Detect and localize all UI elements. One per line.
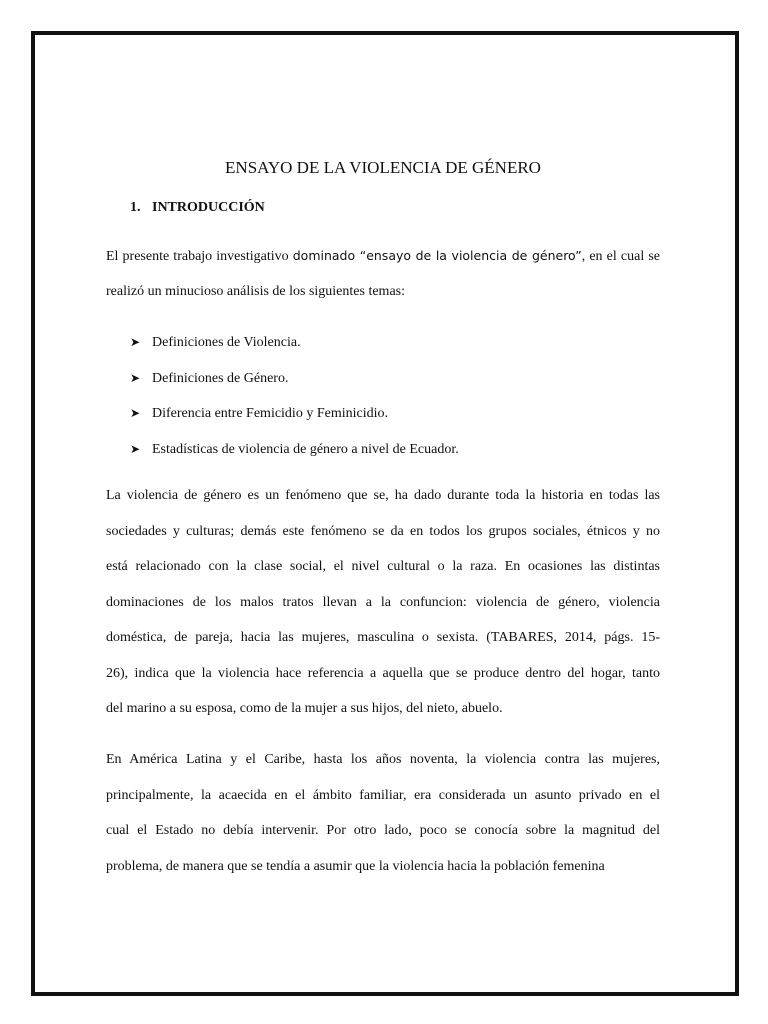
paragraph-line: En América Latina y el Caribe, hasta los años noventa, la violencia contra las mujeres, [106, 752, 660, 767]
intro-line-1 [106, 238, 660, 274]
topics-list [130, 325, 459, 467]
arrow-bullet-icon: ➤ [130, 370, 141, 385]
arrow-bullet-icon: ➤ [130, 441, 141, 456]
paragraph-3 [106, 742, 660, 884]
paragraph-line: doméstica, de pareja, hacia las mujeres, masculina o sexista. (TABARES, 2014, págs. 15- [106, 630, 660, 645]
list-item-text: Definiciones de Violencia. [152, 335, 301, 350]
intro-paragraph [106, 238, 660, 309]
list-item-text: Definiciones de Género. [152, 370, 289, 386]
document-title: ENSAYO DE LA VIOLENCIA DE GÉNERO [225, 158, 541, 177]
section-heading [130, 200, 265, 216]
intro-quoted-title: dominado “ensayo de la violencia de género” [292, 248, 582, 263]
paragraph-line: está relacionado con la clase social, el nivel cultural o la raza. En ocasiones las distintas [106, 559, 660, 574]
paragraph-line: dominaciones de los malos tratos llevan a la confuncion: violencia de género, violencia [106, 594, 660, 610]
list-item [130, 361, 459, 397]
section-heading-text: INTRODUCCIÓN [152, 200, 265, 215]
paragraph-line: problema, de manera que se tendía a asumir que la violencia hacia la población femenina [106, 858, 605, 874]
list-item-text: Estadísticas de violencia de género a nivel de Ecuador. [152, 441, 459, 457]
list-item [130, 325, 459, 361]
section-number: 1. [130, 200, 141, 215]
arrow-bullet-icon: ➤ [130, 406, 141, 420]
arrow-bullet-icon: ➤ [130, 335, 141, 349]
paragraph-2 [106, 478, 660, 727]
list-item [130, 396, 459, 432]
paragraph-line: principalmente, la acaecida en el ámbito familiar, era considerada un asunto privado en el [106, 787, 660, 803]
intro-line-2: realizó un minucioso análisis de los siguientes temas: [106, 283, 405, 299]
intro-text-3: , en el cual se [581, 249, 660, 264]
paragraph-line: cual el Estado no debía intervenir. Por otro lado, poco se conocía sobre la magnitud del [106, 823, 660, 838]
paragraph-line: La violencia de género es un fenómeno que se, ha dado durante toda la historia en todas las [106, 488, 660, 503]
paragraph-line: sociedades y culturas; demás este fenómeno se da en todos los grupos sociales, étnicos y no [106, 523, 660, 539]
paragraph-line: 26), indica que la violencia hace referencia a aquella que se produce dentro del hogar, tanto [106, 665, 660, 681]
list-item [130, 432, 459, 468]
list-item-text: Diferencia entre Femicidio y Feminicidio. [152, 406, 388, 421]
intro-text-1: El presente trabajo investigativo [106, 249, 293, 264]
paragraph-line: del marino a su esposa, como de la mujer a sus hijos, del nieto, abuelo. [106, 701, 503, 716]
